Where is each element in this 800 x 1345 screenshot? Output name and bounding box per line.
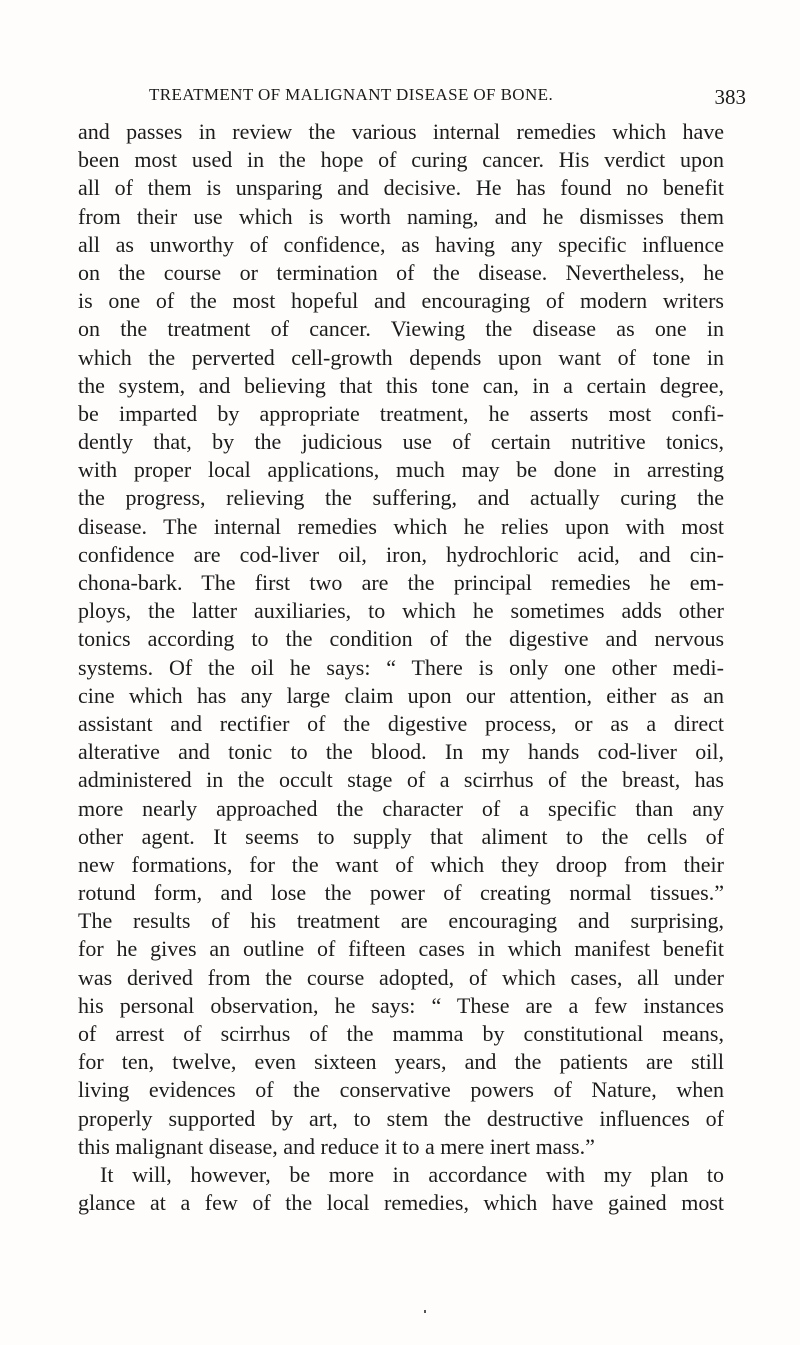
text-line: dently that, by the judicious use of certain nutritive tonics,: [78, 429, 724, 455]
text-line: ploys, the latter auxiliaries, to which he sometimes adds other: [78, 598, 724, 624]
text-line: cine which has any large claim upon our attention, either as an: [78, 682, 724, 708]
text-line: confidence are cod-liver oil, iron, hydrochloric acid, and cin-: [78, 541, 724, 567]
text-line: all as unworthy of confidence, as having any specific influence: [78, 231, 724, 257]
text-line: living evidences of the conservative powers of Nature, when: [78, 1077, 724, 1103]
text-line: tonics according to the condition of the digestive and nervous: [78, 626, 724, 652]
text-line: and passes in review the various internal remedies which have: [78, 119, 724, 144]
text-line: rotund form, and lose the power of creating normal tissues.”: [78, 880, 724, 906]
text-line: glance at a few of the local remedies, which have gained most: [78, 1190, 724, 1216]
text-line: chona-bark. The first two are the principal remedies he em-: [78, 570, 724, 595]
text-line: administered in the occult stage of a scirrhus of the breast, has: [78, 767, 724, 793]
text-line: properly supported by art, to stem the destructive influences of: [78, 1105, 724, 1131]
body-text: [78, 118, 724, 1217]
text-line: this malignant disease, and reduce it to a mere inert mass.”: [78, 1133, 595, 1159]
text-line: be imparted by appropriate treatment, he asserts most confi-: [78, 400, 724, 426]
text-line: systems. Of the oil he says: “ There is only one other medi-: [78, 654, 724, 680]
text-line: for he gives an outline of fifteen cases in which manifest benefit: [78, 936, 724, 962]
text-line: The results of his treatment are encouraging and surprising,: [78, 908, 724, 934]
text-line: on the course or termination of the disease. Nevertheless, he: [78, 259, 724, 285]
print-speck: [424, 1310, 426, 1313]
running-title: TREATMENT OF MALIGNANT DISEASE OF BONE.: [149, 85, 554, 104]
page-number: 383: [714, 85, 746, 109]
text-line: other agent. It seems to supply that aliment to the cells of: [78, 823, 724, 849]
text-line: all of them is unsparing and decisive. He has found no benefit: [78, 175, 724, 201]
text-line: is one of the most hopeful and encouraging of modern writers: [78, 288, 724, 314]
text-line: was derived from the course adopted, of which cases, all under: [78, 964, 724, 990]
text-line: of arrest of scirrhus of the mamma by constitutional means,: [78, 1021, 724, 1046]
text-line: the progress, relieving the suffering, and actually curing the: [78, 485, 724, 511]
text-line: for ten, twelve, even sixteen years, and the patients are still: [78, 1049, 724, 1075]
text-line: with proper local applications, much may be done in arresting: [78, 457, 724, 483]
text-line: his personal observation, he says: “ These are a few instances: [78, 992, 724, 1018]
text-line: alterative and tonic to the blood. In my hands cod-liver oil,: [78, 739, 724, 765]
running-head: [140, 77, 746, 109]
text-line: which the perverted cell-growth depends upon want of tone in: [78, 344, 724, 370]
text-line: the system, and believing that this tone can, in a certain degree,: [78, 372, 724, 398]
text-line: disease. The internal remedies which he relies upon with most: [78, 513, 724, 539]
text-line: been most used in the hope of curing cancer. His verdict upon: [78, 147, 724, 173]
text-line: on the treatment of cancer. Viewing the disease as one in: [78, 316, 724, 342]
text-line: new formations, for the want of which they droop from their: [78, 851, 724, 877]
text-line: assistant and rectifier of the digestive process, or as a direct: [78, 710, 724, 736]
text-line: more nearly approached the character of a specific than any: [78, 795, 724, 821]
paragraph-start-line: It will, however, be more in accordance with my plan to: [100, 1161, 724, 1187]
text-line: from their use which is worth naming, and he dismisses them: [78, 203, 724, 229]
